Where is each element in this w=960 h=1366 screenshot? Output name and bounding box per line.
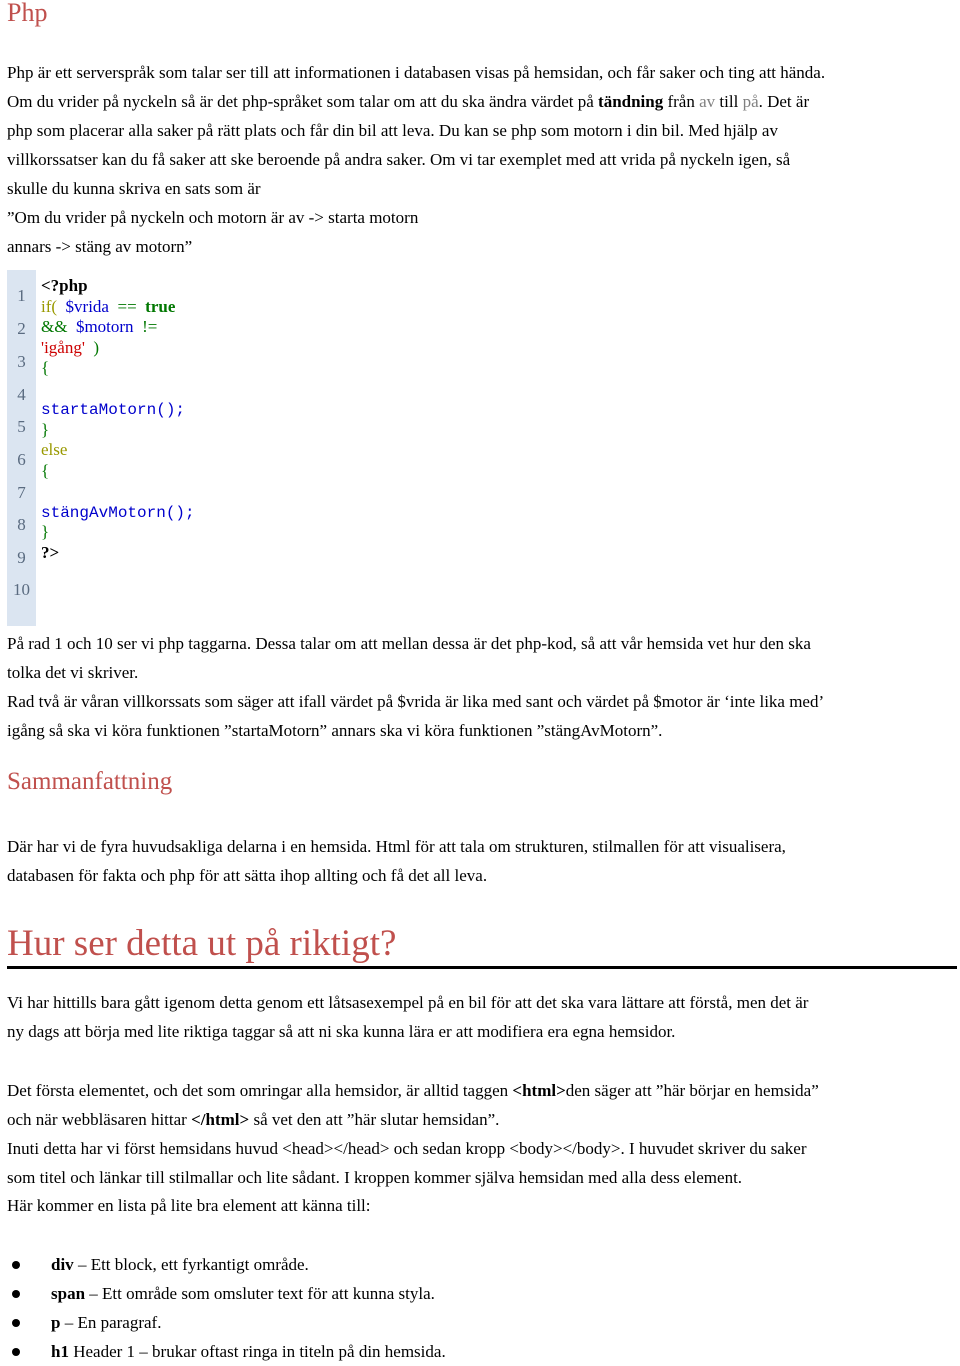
real-p2-line-2: och när webbläsaren hittar </html> så vet den att ”här slutar hemsidan”.	[7, 1110, 500, 1129]
line-number: 1	[17, 286, 26, 305]
code-line: if( $vrida == true	[41, 296, 176, 316]
summary-line-2: databasen för fakta och php för att sätta ihop allting och få det all leva.	[7, 866, 488, 885]
list-item: p – En paragraf.	[7, 1308, 446, 1337]
code-line: 'igång' )	[41, 337, 100, 357]
code-line: {	[41, 460, 50, 480]
line-number: 2	[17, 319, 26, 338]
intro-line-4: villkorssatser kan du få saker att ske beroende på andra saker. Om vi tar exemplet med att vrida på nyckeln igen, så	[7, 150, 791, 169]
real-p3-line-2: som titel och länkar till stilmallar och lite sådant. I kroppen kommer själva hemsidan med alla dess element.	[7, 1168, 743, 1187]
list-item: h1 Header 1 – brukar oftast ringa in titeln på din hemsida.	[7, 1337, 446, 1366]
code-line: ?>	[41, 542, 60, 562]
line-number: 4	[17, 385, 26, 404]
heading-underline	[7, 966, 957, 969]
code-line: startaMotorn();	[41, 401, 186, 419]
code-line	[41, 379, 195, 400]
intro-line-3: php som placerar alla saker på rätt plats och får din bil att leva. Du kan se php som motorn i din bil. Med hjälp av	[7, 121, 778, 140]
intro-line-5: skulle du kunna skriva en sats som är	[7, 179, 261, 198]
line-number: 7	[17, 483, 26, 502]
real-p1-line-1: Vi har hittills bara gått igenom detta genom ett låtsasexempel på en bil för att det ska vara lättare att förstå, men det är	[7, 993, 809, 1012]
intro-line-6: ”Om du vrider på nyckeln och motorn är av -> starta motorn	[7, 208, 419, 227]
explain-line-1: På rad 1 och 10 ser vi php taggarna. Dessa talar om att mellan dessa är det php-kod, så att vår hemsida vet hur den ska	[7, 634, 811, 653]
list-item: div – Ett block, ett fyrkantigt område.	[7, 1250, 446, 1279]
code-line: else	[41, 440, 68, 459]
intro-line-1: Php är ett serverspråk som talar ser till att informationen i databasen visas på hemsidan, och får saker och ting att hända.	[7, 63, 826, 82]
bullet-icon	[12, 1261, 20, 1269]
line-number: 9	[17, 548, 26, 567]
line-number: 3	[17, 352, 26, 371]
real-p4: Här kommer en lista på lite bra element att känna till:	[7, 1196, 371, 1215]
bullet-icon	[12, 1319, 20, 1327]
code-line: stängAvMotorn();	[41, 503, 195, 522]
line-number: 6	[17, 450, 26, 469]
real-p2-line-1: Det första elementet, och det som omringar alla hemsidor, är alltid taggen <html>den säger att ”här börjar en hemsida”	[7, 1081, 819, 1100]
bullet-icon	[12, 1290, 20, 1298]
code-line: <?php	[41, 276, 88, 295]
php-code	[41, 276, 195, 563]
code-line	[41, 481, 195, 502]
element-list	[7, 1250, 446, 1366]
summary-line-1: Där har vi de fyra huvudsakliga delarna i en hemsida. Html för att tala om strukturen, stilmallen för att visualisera,	[7, 837, 786, 856]
php-heading: Php	[7, 0, 48, 27]
line-number: 5	[17, 417, 26, 436]
code-line: }	[41, 522, 50, 541]
explain-line-4: igång så ska vi köra funktionen ”startaMotorn” annars ska vi köra funktionen ”stängAvMotorn”.	[7, 721, 663, 740]
list-item: span – Ett område som omsluter text för att kunna styla.	[7, 1279, 446, 1308]
real-p3-line-1: Inuti detta har vi först hemsidans huvud <head></head> och sedan kropp <body></body>. I huvudet skriver du saker	[7, 1139, 807, 1158]
explain-line-2: tolka det vi skriver.	[7, 663, 139, 682]
bullet-icon	[12, 1348, 20, 1356]
code-line: && $motorn !=	[41, 317, 158, 336]
code-line: {	[41, 358, 50, 377]
intro-line-2: Om du vrider på nyckeln så är det php-språket som talar om att du ska ändra värdet på tändning från av till på. Det är	[7, 92, 810, 111]
code-block	[7, 270, 467, 626]
intro-line-7: annars -> stäng av motorn”	[7, 237, 193, 256]
real-p1-line-2: ny dags att börja med lite riktiga taggar så att ni ska kunna lära er att modifiera era egna hemsidor.	[7, 1022, 676, 1041]
line-number: 10	[13, 580, 30, 599]
line-number-gutter	[7, 270, 36, 626]
explain-line-3: Rad två är våran villkorssats som säger att ifall värdet på $vrida är lika med sant och värdet på $motor är ‘inte lika med’	[7, 692, 825, 711]
code-line: }	[41, 419, 50, 439]
real-heading: Hur ser detta ut på riktigt?	[7, 923, 397, 964]
summary-heading: Sammanfattning	[7, 768, 173, 795]
line-number: 8	[17, 515, 26, 534]
